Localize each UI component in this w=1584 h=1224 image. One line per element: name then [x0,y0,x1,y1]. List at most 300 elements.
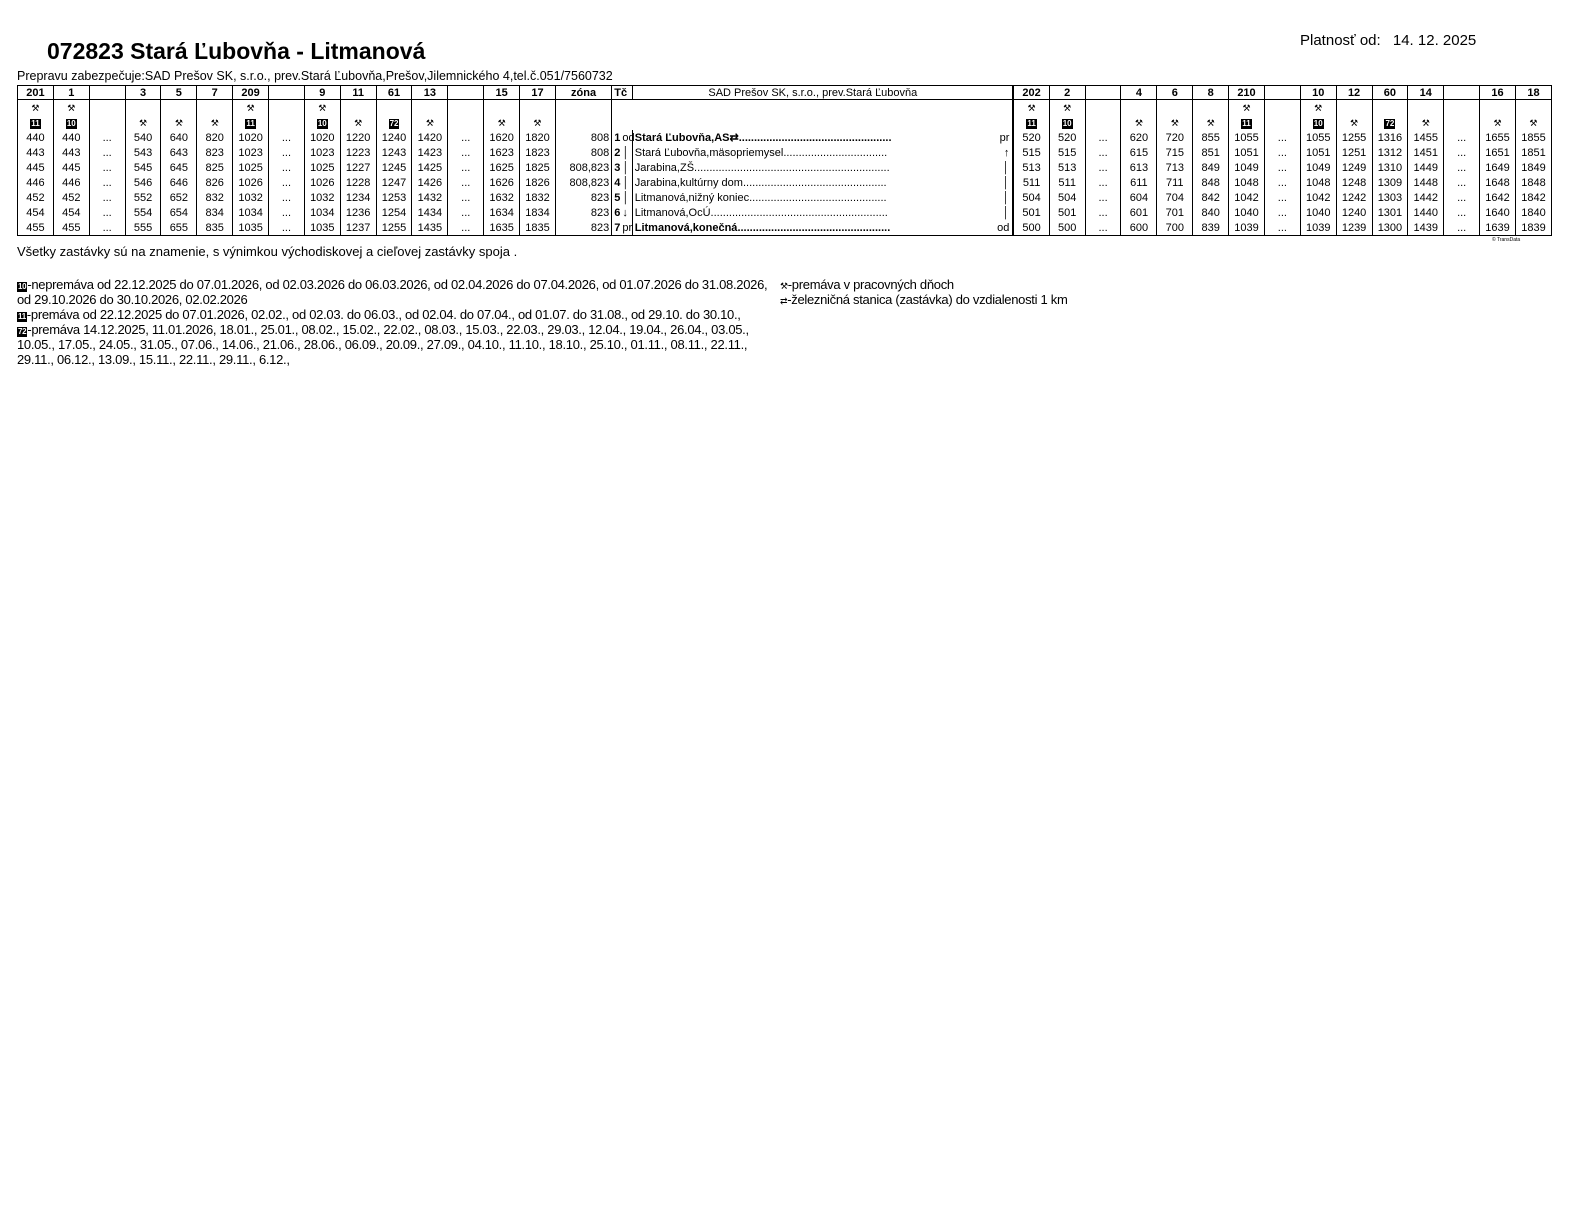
icon-cell [1300,115,1336,130]
stop-order-number: 2 [614,146,621,159]
stop-name [632,175,993,190]
arrival-time: ... [1264,190,1300,205]
arrival-time: 611 [1121,175,1157,190]
icon-cell [376,100,412,116]
footnote-code-72-icon: 72 [18,327,27,336]
departure-time: 1823 [520,145,556,160]
stop-row [18,130,1552,145]
footnote [17,307,777,322]
footnote-code-10-icon: 10 [66,118,76,128]
departure-time: 1237 [340,220,376,236]
arrival-time: 620 [1121,130,1157,145]
arrival-time: 1655 [1480,130,1516,145]
zone-cell [555,100,611,116]
legend-item [780,277,1067,292]
validity-label: Platnosť od: [1300,32,1381,49]
icon-cell [520,100,556,116]
icon-cell [53,100,89,116]
arrival-time: 1055 [1300,130,1336,145]
workday-icon: ⚒ [354,117,363,128]
arrival-time: 849 [1193,160,1229,175]
departure-time: ... [269,145,305,160]
mark-cell [993,115,1013,130]
icon-cell [1085,115,1121,130]
departure-time: 443 [53,145,89,160]
stop-order-number: 6 [614,206,621,219]
tc-cell [612,100,632,116]
stop-row [18,175,1552,190]
arrival-time: 1249 [1336,160,1372,175]
departure-time: 1625 [484,160,520,175]
departure-time: 454 [53,205,89,220]
workday-icon: ⚒ [67,102,76,113]
arrival-time: 500 [1049,220,1085,236]
departure-time: 1825 [520,160,556,175]
operator-header: SAD Prešov SK, s.r.o., prev.Stará Ľubovňa [632,86,993,100]
departure-time: 654 [161,205,197,220]
icon-cell [1193,100,1229,116]
departure-time: ... [269,130,305,145]
train-station-icon: ⇄ [780,296,788,306]
arrival-time: 1649 [1480,160,1516,175]
stop-mark: ↑ [993,145,1013,160]
arrival-time: 840 [1193,205,1229,220]
tc-header: Tč [612,86,632,100]
departure-time: 1026 [233,175,269,190]
arrival-time: 1042 [1229,190,1265,205]
arrival-time: 1239 [1336,220,1372,236]
stop-name [632,145,993,160]
icon-cell [376,115,412,130]
departure-time: 1255 [376,220,412,236]
icon-cell [1049,100,1085,116]
direction-line-icon: │ [622,161,630,174]
zone-value: 808,823 [555,160,611,175]
departure-time: 1035 [233,220,269,236]
stop-order [612,160,632,175]
departure-time: 825 [197,160,233,175]
departure-time: 1432 [412,190,448,205]
direction-line-icon: │ [622,146,630,159]
icon-cell [1300,100,1336,116]
direction-line-icon: │ [622,191,630,204]
footnote-code-10-icon: 10 [1062,118,1072,128]
arrival-time: 1048 [1229,175,1265,190]
footnotes [17,277,777,367]
workday-icon: ⚒ [31,102,40,113]
arrival-time: 1248 [1336,175,1372,190]
arrival-time: 1040 [1300,205,1336,220]
train-number: 16 [1480,86,1516,100]
arrival-time: 613 [1121,160,1157,175]
stop-name-text: Jarabina,kultúrny dom [634,176,743,189]
departure-time: ... [89,220,125,236]
footnote-code-10-icon: 10 [18,282,27,291]
icon-cell [161,100,197,116]
zone-value: 823 [555,220,611,236]
train-number [1444,86,1480,100]
arrival-time: 513 [1013,160,1049,175]
stop-name [632,130,993,145]
train-number: 3 [125,86,161,100]
icon-cell [1013,115,1049,130]
zone-value: 808,823 [555,175,611,190]
departure-time: ... [269,160,305,175]
icon-cell [448,100,484,116]
train-number: 1 [53,86,89,100]
departure-time: 546 [125,175,161,190]
stop-order [612,220,632,236]
icon-cell [1229,100,1265,116]
arrival-time: 1839 [1515,220,1551,236]
departure-time: 552 [125,190,161,205]
arrival-time: 1309 [1372,175,1408,190]
stop-mark: │ [993,175,1013,190]
arrival-time: 720 [1157,130,1193,145]
leader-dots: .................................................. [737,221,891,234]
departure-time: 1032 [304,190,340,205]
leader-dots: ................................................................ [694,161,890,174]
arrival-time: 513 [1049,160,1085,175]
arrival-time: 1251 [1336,145,1372,160]
icon-cell [1157,115,1193,130]
stop-order-number: 1 [614,131,621,144]
departure-time: 1020 [233,130,269,145]
arrival-time: 1851 [1515,145,1551,160]
departure-time: 652 [161,190,197,205]
train-number [269,86,305,100]
workday-icon: ⚒ [1529,117,1538,128]
arrival-time: 704 [1157,190,1193,205]
stop-mark: pr [993,130,1013,145]
arrival-time: 839 [1193,220,1229,236]
arrival-time: 515 [1049,145,1085,160]
icon-cell [197,115,233,130]
icon-cell [1013,100,1049,116]
footnote [17,322,777,367]
arrival-time: 1640 [1480,205,1516,220]
footnote-code-11-icon: 11 [1242,118,1251,128]
icon-cell [89,115,125,130]
departure-time: 1435 [412,220,448,236]
workday-icon: ⚒ [780,281,788,291]
arrival-time: ... [1085,220,1121,236]
arrival-time: 501 [1049,205,1085,220]
departure-time: ... [448,190,484,205]
arrival-time: 1312 [1372,145,1408,160]
arrival-time: 615 [1121,145,1157,160]
stop-name [632,220,993,236]
icon-cell [18,100,54,116]
arrival-time: ... [1085,175,1121,190]
arrival-time: 1639 [1480,220,1516,236]
train-number: 209 [233,86,269,100]
arrival-time: 1642 [1480,190,1516,205]
departure-time: 445 [53,160,89,175]
departure-time: 555 [125,220,161,236]
workday-icon: ⚒ [1134,117,1143,128]
arrival-time: 1242 [1336,190,1372,205]
departure-time: 823 [197,145,233,160]
train-number [1264,86,1300,100]
departure-time: ... [89,145,125,160]
icon-cell [53,115,89,130]
zone-value: 823 [555,205,611,220]
workday-icon: ⚒ [1206,117,1215,128]
stop-cell [632,115,993,130]
arrival-time: ... [1444,145,1480,160]
icon-cell [1264,115,1300,130]
icon-cell [233,100,269,116]
icon-cell [1193,115,1229,130]
arrival-time: ... [1264,205,1300,220]
departure-time: 1034 [233,205,269,220]
workday-icon: ⚒ [174,117,183,128]
arrival-time: 1051 [1300,145,1336,160]
departure-time: 1025 [233,160,269,175]
stop-note: Všetky zastávky sú na znamenie, s výnimkou východiskovej a cieľovej zastávky spoja . [17,244,518,259]
timetable-title: 072823 Stará Ľubovňa - Litmanová [47,38,426,64]
departure-time: 645 [161,160,197,175]
workday-icon: ⚒ [533,117,542,128]
stop-name [632,160,993,175]
stop-order-number: 3 [614,161,621,174]
departure-time: 1228 [340,175,376,190]
departure-time: 1020 [304,130,340,145]
workday-icon: ⚒ [1493,117,1502,128]
legend [780,277,1067,307]
departure-time: 1623 [484,145,520,160]
arrival-time: 1039 [1300,220,1336,236]
departure-time: 1820 [520,130,556,145]
departure-time: 1832 [520,190,556,205]
workday-icon: ⚒ [1170,117,1179,128]
validity [1300,32,1476,49]
arrival-time: 504 [1013,190,1049,205]
arrival-time: 1840 [1515,205,1551,220]
icon-row [18,115,1552,130]
stop-order-mark: od [622,131,635,144]
workday-icon: ⚒ [1027,102,1036,113]
arrival-time: ... [1085,160,1121,175]
departure-time: 1426 [412,175,448,190]
arrival-time: 1648 [1480,175,1516,190]
stop-row [18,160,1552,175]
departure-time: ... [448,175,484,190]
stop-name [632,205,993,220]
train-number: 18 [1515,86,1551,100]
mark-cell [993,100,1013,116]
train-number: 10 [1300,86,1336,100]
departure-time: 1247 [376,175,412,190]
arrival-time: 504 [1049,190,1085,205]
icon-cell [448,115,484,130]
departure-time: ... [269,220,305,236]
arrival-time: ... [1085,205,1121,220]
arrival-time: 842 [1193,190,1229,205]
icon-cell [269,115,305,130]
stop-name-text: Stará Ľubovňa,mäsopriemysel [634,146,784,159]
train-number: 17 [520,86,556,100]
arrival-time: 1042 [1300,190,1336,205]
arrival-time: 1316 [1372,130,1408,145]
arrival-time: 1442 [1408,190,1444,205]
departure-time: ... [448,130,484,145]
icon-cell [412,115,448,130]
zone-header: zóna [555,86,611,100]
stop-row [18,145,1552,160]
stop-name-text: Litmanová,nižný koniec [634,191,750,204]
departure-time: 1835 [520,220,556,236]
stop-order-number: 5 [614,191,621,204]
icon-cell [1372,115,1408,130]
train-station-icon: ⇄ [729,132,739,144]
icon-cell [520,115,556,130]
icon-cell [1372,100,1408,116]
arrival-time: ... [1444,205,1480,220]
icon-cell [1408,115,1444,130]
train-number: 11 [340,86,376,100]
arrival-time: ... [1264,175,1300,190]
departure-time: 545 [125,160,161,175]
icon-cell [412,100,448,116]
arrival-time: 1049 [1300,160,1336,175]
departure-time: ... [269,175,305,190]
departure-time: 835 [197,220,233,236]
arrival-time: 1849 [1515,160,1551,175]
train-number: 7 [197,86,233,100]
train-number: 4 [1121,86,1157,100]
departure-time: 440 [53,130,89,145]
train-number: 8 [1193,86,1229,100]
workday-icon: ⚒ [1063,102,1072,113]
stop-row [18,205,1552,220]
footnote-code-10-icon: 10 [317,118,327,128]
arrival-time: 1039 [1229,220,1265,236]
departure-time: 1254 [376,205,412,220]
train-number: 202 [1013,86,1049,100]
zone-value: 808 [555,145,611,160]
train-number: 12 [1336,86,1372,100]
leader-dots: .................................. [783,146,888,159]
departure-time: 1826 [520,175,556,190]
train-number: 5 [161,86,197,100]
departure-time: 646 [161,175,197,190]
direction-line-icon: │ [622,176,630,189]
workday-icon: ⚒ [246,102,255,113]
arrival-time: 848 [1193,175,1229,190]
workday-icon: ⚒ [1421,117,1430,128]
footnote-text: -nepremáva od 22.12.2025 do 07.01.2026, od 02.03.2026 do 06.03.2026, od 02.04.2026 do 07.04.2026, od 01.07.2026 do 31.08.2026, od 29.10.2026 do 30.10.2026, 02.02.2026 [17,277,768,307]
arrival-time: 604 [1121,190,1157,205]
icon-cell [233,115,269,130]
leader-dots: .................................................. [738,132,892,144]
arrival-time: 1310 [1372,160,1408,175]
arrival-time: 1455 [1408,130,1444,145]
train-number: 2 [1049,86,1085,100]
departure-time: 1026 [304,175,340,190]
departure-time: 440 [18,130,54,145]
icon-cell [197,100,233,116]
leader-dots: ............................................. [749,191,887,204]
departure-time: 820 [197,130,233,145]
leader-dots: .......................................................... [710,206,888,219]
stop-order [612,145,632,160]
footnote-code-11-icon: 11 [246,118,255,128]
train-number: 9 [304,86,340,100]
icon-cell [1085,100,1121,116]
arrival-time: 511 [1013,175,1049,190]
footnote [17,277,777,307]
validity-date: 14. 12. 2025 [1392,32,1477,49]
stop-row [18,220,1552,236]
departure-time: 445 [18,160,54,175]
train-number [1085,86,1121,100]
arrival-time: 1040 [1229,205,1265,220]
legend-text: -železničná stanica (zastávka) do vzdialenosti 1 km [787,292,1068,307]
icon-cell [1408,100,1444,116]
departure-time: 832 [197,190,233,205]
departure-time: 1632 [484,190,520,205]
train-number [448,86,484,100]
copyright: © TransData [1492,237,1521,243]
zone-value: 808 [555,130,611,145]
departure-time: 1023 [304,145,340,160]
departure-time: 1240 [376,130,412,145]
departure-time: ... [448,145,484,160]
arrival-time: 713 [1157,160,1193,175]
arrival-time: ... [1264,160,1300,175]
arrival-time: 1855 [1515,130,1551,145]
departure-time: 455 [18,220,54,236]
workday-icon: ⚒ [1350,117,1359,128]
arrival-time: 1240 [1336,205,1372,220]
departure-time: 554 [125,205,161,220]
workday-icon: ⚒ [318,102,327,113]
departure-time: 454 [18,205,54,220]
departure-time: 1434 [412,205,448,220]
arrival-time: 1300 [1372,220,1408,236]
footnote-code-72-icon: 72 [389,118,399,128]
departure-time: 452 [53,190,89,205]
departure-time: 443 [18,145,54,160]
departure-time: 1626 [484,175,520,190]
departure-time: ... [448,160,484,175]
departure-time: 1253 [376,190,412,205]
stop-order [612,175,632,190]
arrival-time: ... [1264,145,1300,160]
zone-cell [555,115,611,130]
stop-order [612,205,632,220]
icon-cell [1480,115,1516,130]
train-number: 14 [1408,86,1444,100]
stop-order-number: 7 [614,221,621,234]
icon-cell [269,100,305,116]
train-number: 201 [18,86,54,100]
departure-time: 1635 [484,220,520,236]
footnote-code-10-icon: 10 [1313,118,1323,128]
departure-time: 1634 [484,205,520,220]
icon-cell [18,115,54,130]
icon-cell [340,115,376,130]
icon-cell [1336,115,1372,130]
header-spacer [993,86,1013,100]
arrival-time: 1842 [1515,190,1551,205]
footnote-text: -premáva 14.12.2025, 11.01.2026, 18.01., 25.01., 08.02., 15.02., 22.02., 08.03., 15.03., 22.03., 29.03., 12.04., 19.04., 26.04., 03.05., 10.05., 17.05., 24.05., 31.05., 07.06., 14.06., 21.06., 28.06., 06.09., 20.09., 27.09., 04.10., 11.10., 18.10., 25.10., 01.11., 08.11., 22.11., 29.11., 06.12., 13.09., 15.11., 22.11., 29.11., 6.12., [17,322,749,367]
arrival-time: 511 [1049,175,1085,190]
icon-cell [1264,100,1300,116]
stop-mark: │ [993,205,1013,220]
